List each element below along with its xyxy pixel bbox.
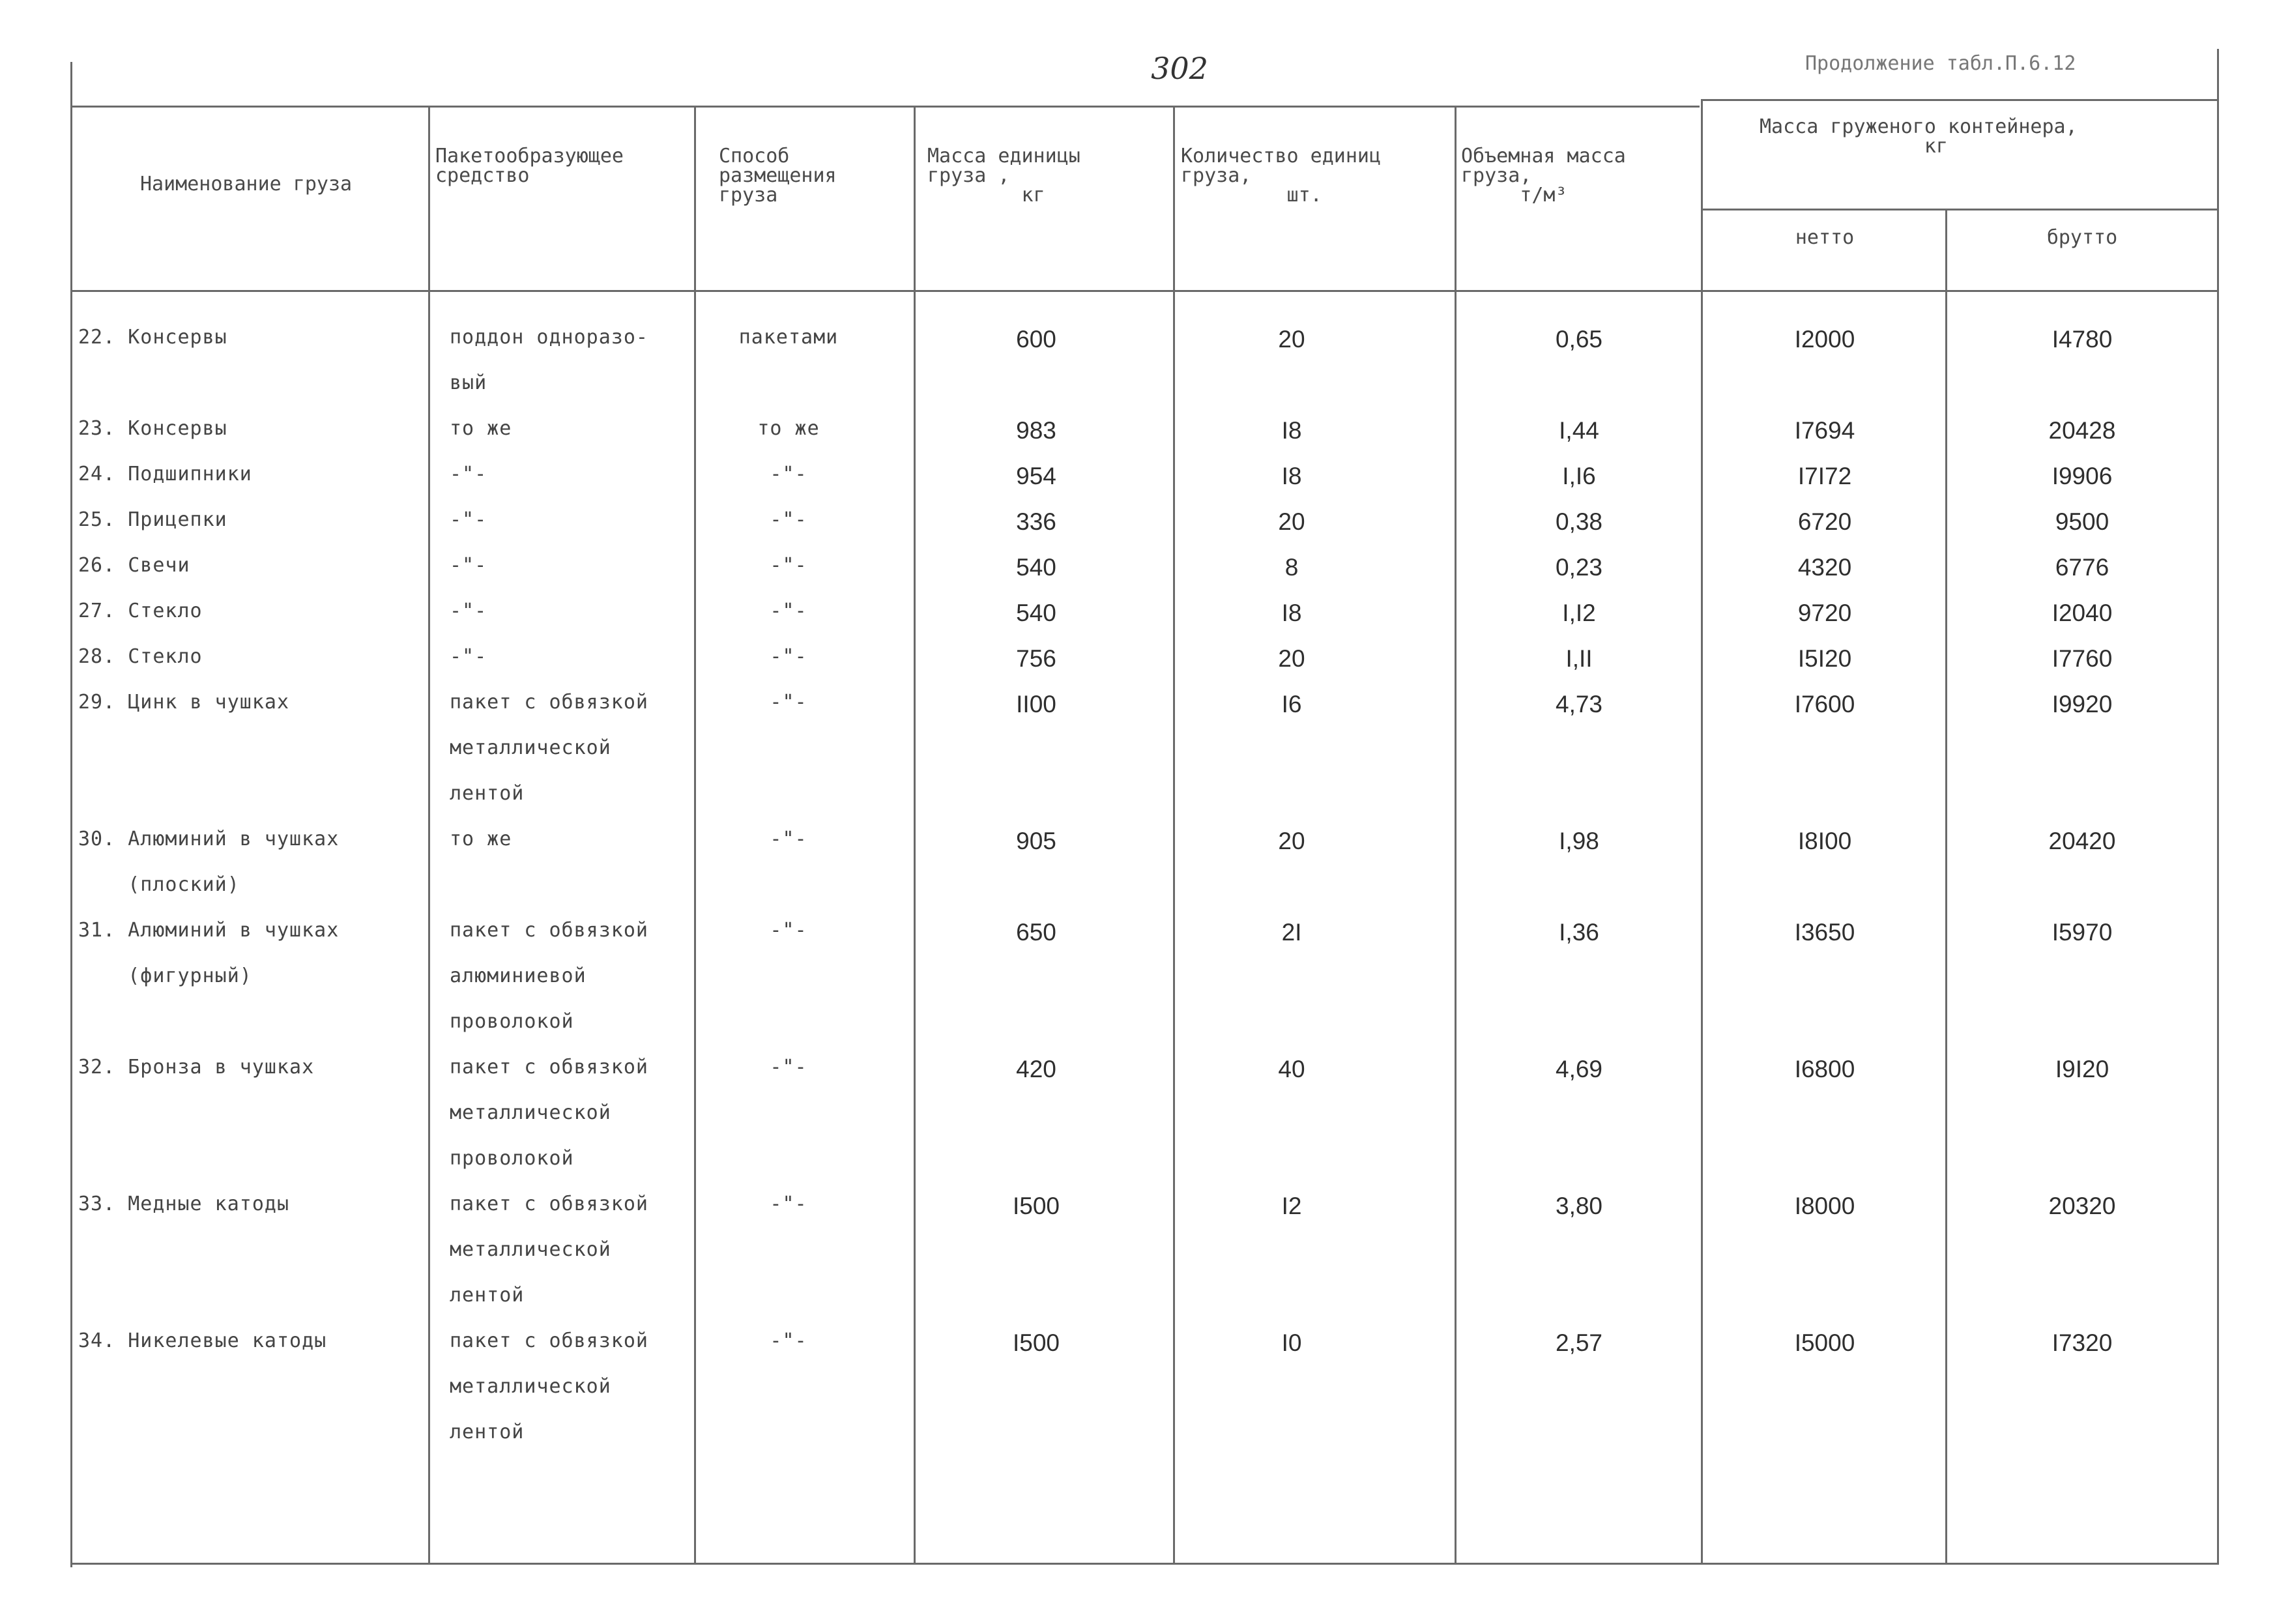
row-packaging-line: металлической	[450, 1238, 611, 1261]
header-container-mass: Масса груженого контейнера, кг	[1760, 115, 2078, 158]
row-bulk-density: 4,69	[1555, 1056, 1603, 1082]
row-bulk-density: 2,57	[1555, 1329, 1603, 1356]
row-bulk-density: 0,65	[1555, 326, 1603, 353]
row-packaging-line: лентой	[450, 1421, 525, 1443]
row-brutto-mass: I5970	[2051, 919, 2113, 946]
row-unit-count: I0	[1281, 1329, 1302, 1356]
row-placement-method: -"-	[770, 1056, 807, 1079]
row-unit-mass: 600	[1016, 326, 1056, 353]
row-brutto-mass: 6776	[2055, 554, 2109, 581]
row-unit-count: 2I	[1281, 919, 1302, 946]
row-bulk-density: 0,38	[1555, 508, 1603, 535]
column-separator	[914, 106, 916, 1563]
row-bulk-density: I,98	[1559, 828, 1599, 854]
header-unit-mass: Масса единицы груза , кг	[927, 145, 1080, 207]
row-brutto-mass: 9500	[2055, 508, 2109, 535]
column-separator	[428, 106, 430, 1563]
row-netto-mass: I6800	[1794, 1056, 1855, 1082]
row-placement-method: -"-	[770, 554, 807, 577]
row-packaging: -"-	[450, 600, 487, 622]
row-unit-mass: 336	[1016, 508, 1056, 535]
row-unit-count: 20	[1278, 326, 1305, 353]
row-packaging-line: проволокой	[450, 1010, 574, 1033]
table-border-right	[2217, 49, 2219, 1564]
row-unit-count: 8	[1284, 554, 1299, 581]
row-netto-mass: I8000	[1794, 1193, 1855, 1219]
row-netto-mass: I7694	[1794, 417, 1855, 444]
row-netto-mass: I7600	[1794, 691, 1855, 718]
row-packaging: -"-	[450, 508, 487, 531]
row-cargo-name: 27. Стекло	[78, 600, 203, 622]
row-netto-mass: I3650	[1794, 919, 1855, 946]
header-cargo-name: Наименование груза	[140, 173, 353, 196]
row-unit-mass: I500	[1012, 1193, 1060, 1219]
row-brutto-mass: I7760	[2051, 645, 2113, 672]
row-packaging-line: лентой	[450, 782, 525, 805]
row-unit-count: I6	[1281, 691, 1302, 718]
row-netto-mass: 4320	[1797, 554, 1852, 581]
row-unit-mass: 540	[1016, 600, 1056, 626]
row-packaging: то же	[450, 417, 512, 440]
row-bulk-density: 0,23	[1555, 554, 1603, 581]
row-netto-mass: 9720	[1797, 600, 1852, 626]
row-placement-method: -"-	[770, 463, 807, 486]
column-separator	[694, 106, 696, 1563]
header-placement-method: Способ размещения груза	[719, 145, 837, 207]
header-bulk-density: Объемная масса груза, т/м³	[1461, 145, 1626, 207]
row-brutto-mass: 20428	[2048, 417, 2116, 444]
header-brutto: брутто	[2046, 226, 2118, 249]
row-bulk-density: I,36	[1559, 919, 1599, 946]
row-packaging-line: металлической	[450, 736, 611, 759]
header-bottom-rule	[70, 290, 2219, 292]
row-bulk-density: I,44	[1559, 417, 1599, 444]
row-brutto-mass: I9906	[2051, 463, 2113, 489]
row-cargo-name-line: (фигурный)	[78, 964, 252, 987]
row-cargo-name-line: (плоский)	[78, 873, 240, 896]
row-bulk-density: I,I2	[1562, 600, 1596, 626]
row-placement-method: пакетами	[738, 326, 839, 349]
row-packaging: -"-	[450, 554, 487, 577]
row-placement-method: -"-	[770, 691, 807, 714]
row-brutto-mass: I7320	[2051, 1329, 2113, 1356]
header-packaging: Пакетообразующее средство	[435, 145, 624, 187]
page-number: 302	[1151, 51, 1208, 86]
row-brutto-mass: I4780	[2051, 326, 2113, 353]
row-packaging-line: пакет с обвязкой	[450, 691, 648, 714]
row-netto-mass: I2000	[1794, 326, 1855, 353]
row-unit-count: I8	[1281, 463, 1302, 489]
row-bulk-density: 3,80	[1555, 1193, 1603, 1219]
row-cargo-name: 26. Свечи	[78, 554, 190, 577]
header-netto: нетто	[1795, 226, 1855, 249]
row-brutto-mass: I2040	[2051, 600, 2113, 626]
row-cargo-name: 33. Медные катоды	[78, 1193, 290, 1215]
row-unit-count: I8	[1281, 417, 1302, 444]
row-packaging-line: пакет с обвязкой	[450, 1193, 648, 1215]
row-cargo-name-line: 31. Алюминий в чушках	[78, 919, 340, 942]
row-unit-count: 20	[1278, 645, 1305, 672]
row-cargo-name: 24. Подшипники	[78, 463, 252, 486]
row-unit-count: I8	[1281, 600, 1302, 626]
row-packaging-line: пакет с обвязкой	[450, 1329, 648, 1352]
row-unit-count: I2	[1281, 1193, 1302, 1219]
row-packaging-line: пакет с обвязкой	[450, 919, 648, 942]
row-unit-count: 40	[1278, 1056, 1305, 1082]
header-top-rule-right	[1701, 99, 2219, 101]
row-unit-mass: II00	[1016, 691, 1056, 718]
row-unit-mass: I500	[1012, 1329, 1060, 1356]
column-separator	[1455, 106, 1457, 1563]
row-packaging: -"-	[450, 645, 487, 668]
table-bottom-rule	[70, 1563, 2219, 1565]
row-packaging: то же	[450, 828, 512, 850]
row-unit-mass: 905	[1016, 828, 1056, 854]
row-placement-method: -"-	[770, 1193, 807, 1215]
row-packaging-line: вый	[450, 371, 487, 394]
column-separator	[1701, 99, 1703, 1563]
row-unit-mass: 983	[1016, 417, 1056, 444]
container-sub-rule	[1701, 209, 2219, 210]
row-unit-count: 20	[1278, 828, 1305, 854]
row-placement-method: то же	[757, 417, 820, 440]
row-packaging-line: металлической	[450, 1101, 611, 1124]
row-netto-mass: I5I20	[1797, 645, 1852, 672]
row-packaging-line: металлической	[450, 1375, 611, 1398]
row-cargo-name: 32. Бронза в чушках	[78, 1056, 315, 1079]
row-cargo-name: 23. Консервы	[78, 417, 227, 440]
row-cargo-name: 22. Консервы	[78, 326, 227, 349]
row-placement-method: -"-	[770, 508, 807, 531]
row-netto-mass: I8I00	[1797, 828, 1852, 854]
row-unit-mass: 756	[1016, 645, 1056, 672]
row-packaging-line: лентой	[450, 1284, 525, 1307]
row-bulk-density: I,II	[1565, 645, 1593, 672]
row-cargo-name-line: 30. Алюминий в чушках	[78, 828, 340, 850]
row-packaging-line: пакет с обвязкой	[450, 1056, 648, 1079]
row-brutto-mass: 20320	[2048, 1193, 2116, 1219]
row-brutto-mass: 20420	[2048, 828, 2116, 854]
row-brutto-mass: I9I20	[2055, 1056, 2109, 1082]
row-packaging-line: проволокой	[450, 1147, 574, 1170]
row-cargo-name: 25. Прицепки	[78, 508, 227, 531]
row-unit-mass: 420	[1016, 1056, 1056, 1082]
row-unit-mass: 650	[1016, 919, 1056, 946]
row-placement-method: -"-	[770, 828, 807, 850]
header-unit-count: Количество единиц груза, шт.	[1181, 145, 1382, 207]
row-bulk-density: I,I6	[1562, 463, 1596, 489]
row-placement-method: -"-	[770, 600, 807, 622]
continuation-note: Продолжение табл.П.6.12	[1805, 52, 2076, 75]
row-netto-mass: 6720	[1797, 508, 1852, 535]
row-packaging-line: алюминиевой	[450, 964, 587, 987]
column-separator	[1945, 209, 1947, 1563]
row-cargo-name: 34. Никелевые катоды	[78, 1329, 327, 1352]
row-placement-method: -"-	[770, 1329, 807, 1352]
row-brutto-mass: I9920	[2051, 691, 2113, 718]
row-bulk-density: 4,73	[1555, 691, 1603, 718]
row-placement-method: -"-	[770, 919, 807, 942]
row-packaging: -"-	[450, 463, 487, 486]
row-unit-mass: 954	[1016, 463, 1056, 489]
table-border-left	[70, 62, 72, 1567]
row-cargo-name: 28. Стекло	[78, 645, 203, 668]
row-unit-mass: 540	[1016, 554, 1056, 581]
row-netto-mass: I7I72	[1797, 463, 1852, 489]
row-netto-mass: I5000	[1794, 1329, 1855, 1356]
row-placement-method: -"-	[770, 645, 807, 668]
row-unit-count: 20	[1278, 508, 1305, 535]
row-packaging-line: поддон одноразо-	[450, 326, 648, 349]
row-cargo-name: 29. Цинк в чушках	[78, 691, 290, 714]
column-separator	[1173, 106, 1175, 1563]
